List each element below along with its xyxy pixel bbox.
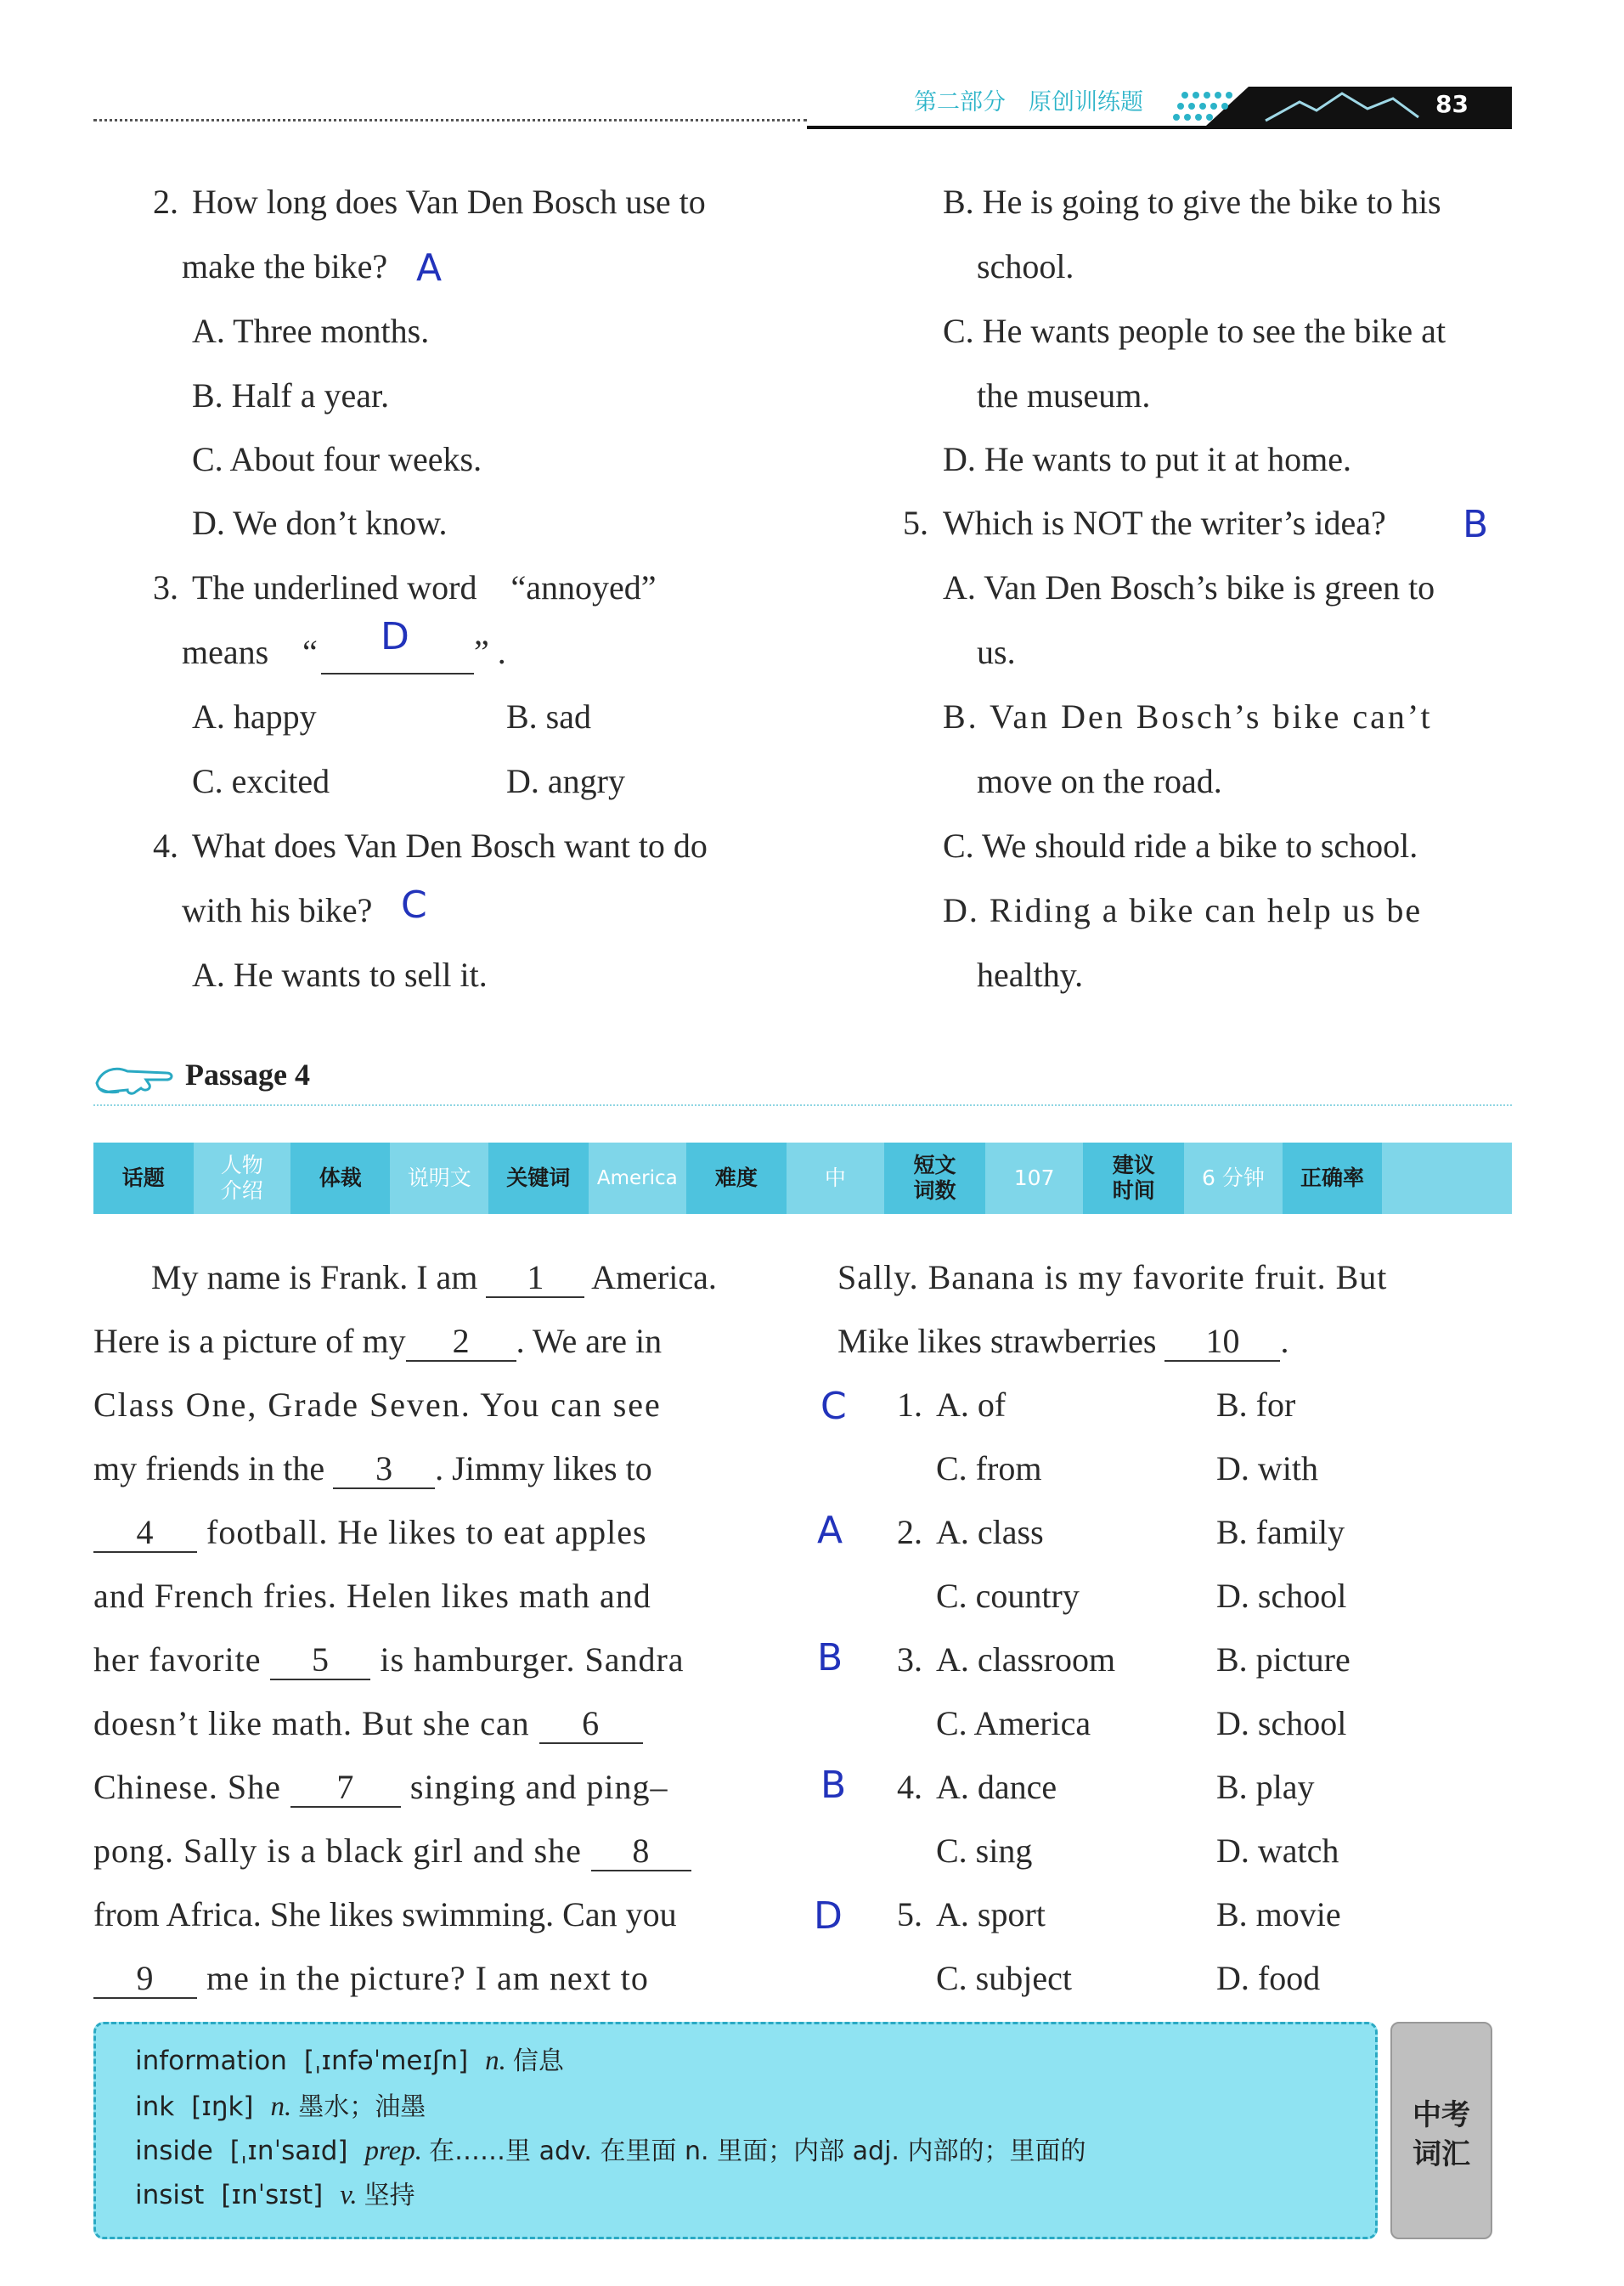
cloze-1-answer: C bbox=[820, 1385, 847, 1428]
cloze-2-answer: A bbox=[817, 1509, 843, 1552]
cloze-3-number: 3. bbox=[897, 1640, 922, 1679]
question-4-text-line2: with his bike? bbox=[182, 891, 373, 929]
vocab-tag-line2: 词汇 bbox=[1413, 2137, 1470, 2171]
cloze-line-12 bbox=[93, 1958, 649, 1999]
vocab-tag-line1: 中考 bbox=[1413, 2098, 1470, 2132]
cloze-blank-5: 5 bbox=[270, 1641, 370, 1680]
vocab-pos: n. bbox=[485, 2046, 506, 2076]
question-5-number: 5. bbox=[903, 504, 928, 542]
cloze-blank-9: 9 bbox=[93, 1960, 197, 1999]
header-section-title: 第二部分 原创训练题 bbox=[914, 89, 1143, 116]
cloze-text: Chinese. She bbox=[93, 1768, 281, 1806]
question-5-option-b-line1: B. Van Den Bosch’s bike can’t bbox=[943, 697, 1433, 736]
passage-dotted-rule bbox=[93, 1104, 1512, 1106]
cloze-4-option-b: B. play bbox=[1216, 1768, 1315, 1806]
vocab-meaning: 坚持 bbox=[364, 2181, 415, 2210]
vocabulary-box bbox=[93, 2022, 1378, 2239]
question-3-option-a: A. happy bbox=[192, 697, 317, 736]
question-5-answer: B bbox=[1463, 503, 1489, 546]
question-3-text-line2-pre: means “ bbox=[182, 633, 318, 671]
question-4-answer: C bbox=[401, 883, 427, 927]
cloze-4-answer: B bbox=[820, 1764, 847, 1807]
cloze-3-option-c: C. America bbox=[936, 1704, 1091, 1742]
cloze-text: My name is Frank. I am bbox=[151, 1258, 478, 1296]
cloze-blank-2: 2 bbox=[406, 1323, 516, 1362]
info-wordcount-label: 短文词数 bbox=[884, 1143, 985, 1214]
question-4-number: 4. bbox=[153, 827, 178, 865]
question-5-option-a-line2: us. bbox=[977, 633, 1016, 671]
cloze-1-option-a: A. of bbox=[936, 1386, 1007, 1424]
info-time-value: 6 分钟 bbox=[1202, 1166, 1265, 1190]
vocab-word: ink bbox=[135, 2091, 175, 2122]
cloze-text: . Jimmy likes to bbox=[435, 1449, 652, 1487]
cloze-4-option-a: A. dance bbox=[936, 1768, 1057, 1806]
info-difficulty-label: 难度 bbox=[686, 1143, 787, 1214]
question-2-text-line1: How long does Van Den Bosch use to bbox=[192, 183, 706, 221]
cloze-text: doesn’t like math. But she can bbox=[93, 1704, 530, 1742]
cloze-2-number: 2. bbox=[897, 1513, 922, 1551]
vocab-phonetic: [ɪnˈsɪst] bbox=[221, 2180, 324, 2210]
cloze-line-9 bbox=[93, 1767, 668, 1808]
cloze-2-option-c: C. country bbox=[936, 1577, 1080, 1615]
cloze-text: . We are in bbox=[516, 1322, 663, 1360]
cloze-line-5 bbox=[93, 1512, 647, 1553]
cloze-text: America. bbox=[591, 1258, 717, 1296]
cloze-4-option-c: C. sing bbox=[936, 1832, 1033, 1870]
question-5-option-d-line1: D. Riding a bike can help us be bbox=[943, 891, 1423, 929]
cloze-text: singing and ping– bbox=[409, 1768, 668, 1806]
vocab-phonetic: [ˌɪnˈsaɪd] bbox=[229, 2136, 348, 2166]
question-2-option-c: C. About four weeks. bbox=[192, 440, 482, 478]
info-keyword-value: America bbox=[596, 1167, 678, 1189]
info-topic-value: 人物介绍 bbox=[220, 1153, 263, 1203]
cloze-line-r2 bbox=[837, 1321, 1288, 1362]
cloze-line-11: from Africa. She likes swimming. Can you bbox=[93, 1895, 677, 1933]
question-4-option-d: D. He wants to put it at home. bbox=[943, 440, 1352, 478]
cloze-3-answer: B bbox=[817, 1636, 843, 1679]
cloze-text: pong. Sally is a black girl and she bbox=[93, 1832, 582, 1870]
cloze-line-r1: Sally. Banana is my favorite fruit. But bbox=[837, 1258, 1388, 1296]
cloze-1-option-d: D. with bbox=[1216, 1449, 1318, 1487]
info-accuracy-value bbox=[1382, 1143, 1512, 1214]
cloze-text: . bbox=[1280, 1322, 1289, 1360]
question-4-option-b-line1: B. He is going to give the bike to his bbox=[943, 183, 1441, 221]
cloze-line-7 bbox=[93, 1640, 685, 1680]
info-wordcount-value: 107 bbox=[1013, 1166, 1055, 1190]
cloze-3-option-d: D. school bbox=[1216, 1704, 1347, 1742]
cloze-3-option-a: A. classroom bbox=[936, 1640, 1116, 1679]
info-genre-value: 说明文 bbox=[407, 1166, 471, 1190]
vocab-meaning: 墨水；油墨 bbox=[298, 2092, 426, 2122]
cloze-2-option-d: D. school bbox=[1216, 1577, 1347, 1615]
cloze-text: my friends in the bbox=[93, 1449, 325, 1487]
info-time-label: 建议时间 bbox=[1083, 1143, 1184, 1214]
info-topic-label: 话题 bbox=[93, 1143, 194, 1214]
question-2-option-b: B. Half a year. bbox=[192, 376, 390, 415]
vocab-entry bbox=[135, 2089, 426, 2125]
page-number: 83 bbox=[1435, 90, 1469, 118]
cloze-text: her favorite bbox=[93, 1640, 262, 1679]
cloze-text: is hamburger. Sandra bbox=[380, 1640, 685, 1679]
vocab-tag bbox=[1390, 2022, 1492, 2239]
vocab-meaning: 在……里 adv. 在里面 n. 里面；内部 adj. 内部的；里面的 bbox=[429, 2136, 1086, 2166]
cloze-line-6: and French fries. Helen likes math and bbox=[93, 1577, 651, 1615]
info-genre-label: 体裁 bbox=[290, 1143, 391, 1214]
question-3-text-line1: The underlined word “annoyed” bbox=[192, 568, 657, 607]
vocab-entry bbox=[135, 2177, 415, 2214]
cloze-1-option-c: C. from bbox=[936, 1449, 1042, 1487]
cloze-line-2 bbox=[93, 1321, 662, 1362]
question-3-option-d: D. angry bbox=[506, 762, 625, 800]
cloze-blank-4: 4 bbox=[93, 1514, 197, 1553]
vocab-word: information bbox=[135, 2046, 287, 2076]
vocab-phonetic: [ˌɪnfəˈmeɪʃn] bbox=[303, 2046, 469, 2076]
cloze-5-option-a: A. sport bbox=[936, 1895, 1046, 1933]
question-3-text-line2-post: ” . bbox=[474, 633, 506, 671]
cloze-4-number: 4. bbox=[897, 1768, 922, 1806]
cloze-text: me in the picture? I am next to bbox=[206, 1959, 649, 1997]
question-5-text: Which is NOT the writer’s idea? bbox=[943, 504, 1386, 542]
pointing-hand-icon bbox=[93, 1058, 178, 1097]
cloze-5-option-d: D. food bbox=[1216, 1959, 1321, 1997]
passage-info-bar bbox=[93, 1143, 1512, 1214]
cloze-blank-8: 8 bbox=[591, 1832, 691, 1871]
question-4-option-a: A. He wants to sell it. bbox=[192, 956, 488, 994]
cloze-line-10 bbox=[93, 1831, 691, 1871]
cloze-text: football. He likes to eat apples bbox=[206, 1513, 647, 1551]
cloze-text: Mike likes strawberries bbox=[837, 1322, 1157, 1360]
vocab-entry bbox=[135, 2133, 1086, 2170]
cloze-3-option-b: B. picture bbox=[1216, 1640, 1351, 1679]
vocab-pos: n. bbox=[270, 2091, 292, 2122]
question-3-number: 3. bbox=[153, 568, 178, 607]
question-5-option-b-line2: move on the road. bbox=[977, 762, 1222, 800]
vocab-word: inside bbox=[135, 2136, 213, 2166]
question-2-option-a: A. Three months. bbox=[192, 312, 430, 350]
cloze-1-number: 1. bbox=[897, 1386, 922, 1424]
header-banner bbox=[807, 83, 1512, 129]
cloze-2-option-b: B. family bbox=[1216, 1513, 1345, 1551]
cloze-5-option-c: C. subject bbox=[936, 1959, 1072, 1997]
cloze-line-8 bbox=[93, 1703, 643, 1744]
cloze-5-option-b: B. movie bbox=[1216, 1895, 1341, 1933]
cloze-1-option-b: B. for bbox=[1216, 1386, 1296, 1424]
cloze-blank-1: 1 bbox=[486, 1259, 584, 1298]
cloze-line-4 bbox=[93, 1448, 652, 1489]
question-2-number: 2. bbox=[153, 183, 178, 221]
question-4-option-b-line2: school. bbox=[977, 247, 1074, 285]
cloze-blank-10: 10 bbox=[1164, 1323, 1280, 1362]
question-5-option-d-line2: healthy. bbox=[977, 956, 1084, 994]
question-2-text-line2: make the bike? bbox=[182, 247, 388, 285]
question-3-option-b: B. sad bbox=[506, 697, 591, 736]
info-accuracy-label: 正确率 bbox=[1283, 1143, 1383, 1214]
cloze-text: Here is a picture of my bbox=[93, 1322, 406, 1360]
passage-title: Passage 4 bbox=[185, 1058, 310, 1092]
question-4-text-line1: What does Van Den Bosch want to do bbox=[192, 827, 708, 865]
cloze-line-3: Class One, Grade Seven. You can see bbox=[93, 1386, 662, 1424]
cloze-2-option-a: A. class bbox=[936, 1513, 1044, 1551]
question-4-option-c-line1: C. He wants people to see the bike at bbox=[943, 312, 1446, 350]
info-keyword-label: 关键词 bbox=[488, 1143, 589, 1214]
cloze-line-1 bbox=[151, 1257, 717, 1298]
cloze-4-option-d: D. watch bbox=[1216, 1832, 1339, 1870]
question-3-answer: D bbox=[381, 615, 409, 658]
vocab-pos: v. bbox=[340, 2180, 358, 2210]
vocab-meaning: 信息 bbox=[512, 2046, 564, 2076]
vocab-pos: prep. bbox=[364, 2136, 423, 2166]
vocab-entry bbox=[135, 2043, 564, 2080]
cloze-5-answer: D bbox=[814, 1894, 843, 1938]
question-4-option-c-line2: the museum. bbox=[977, 376, 1151, 415]
cloze-blank-7: 7 bbox=[290, 1769, 401, 1808]
vocab-word: insist bbox=[135, 2180, 205, 2210]
question-5-option-c: C. We should ride a bike to school. bbox=[943, 827, 1418, 865]
question-5-option-a-line1: A. Van Den Bosch’s bike is green to bbox=[943, 568, 1435, 607]
question-2-option-d: D. We don’t know. bbox=[192, 504, 448, 542]
vocab-phonetic: [ɪŋk] bbox=[191, 2091, 254, 2122]
info-difficulty-value: 中 bbox=[824, 1166, 846, 1190]
cloze-5-number: 5. bbox=[897, 1895, 922, 1933]
cloze-blank-3: 3 bbox=[333, 1450, 435, 1489]
question-3-option-c: C. excited bbox=[192, 762, 330, 800]
header-dotted-rule bbox=[93, 119, 807, 121]
question-2-answer: A bbox=[416, 246, 443, 290]
cloze-blank-6: 6 bbox=[539, 1705, 643, 1744]
